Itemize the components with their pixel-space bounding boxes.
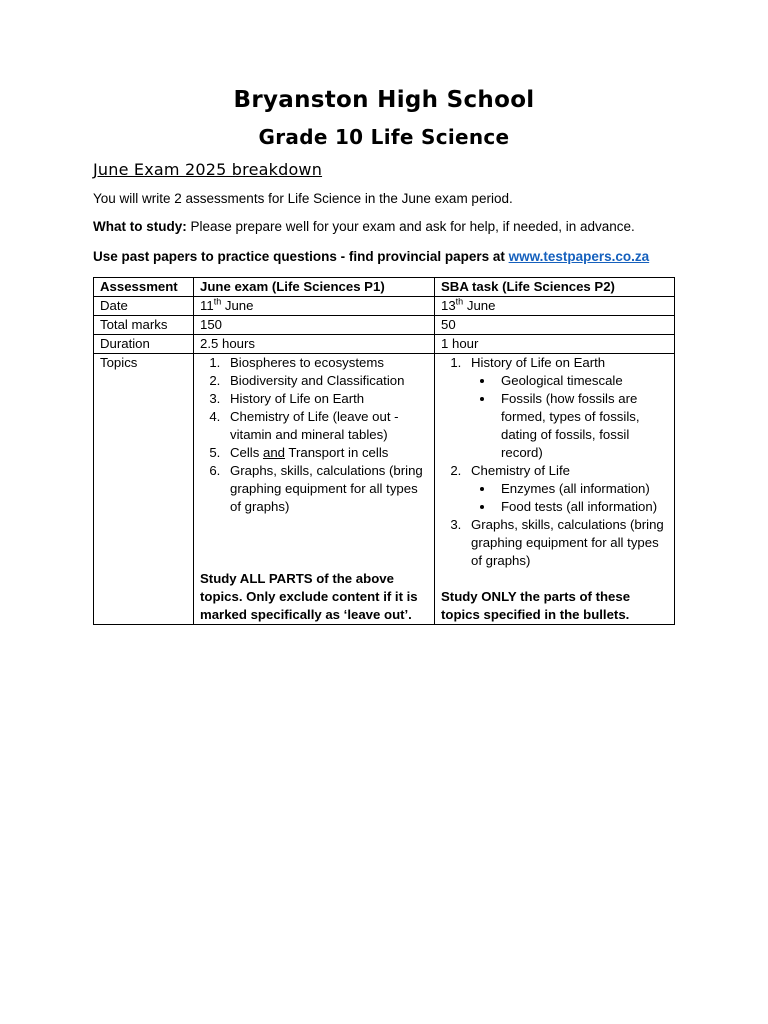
header-assessment: Assessment <box>94 278 194 297</box>
header-sba-task: SBA task (Life Sciences P2) <box>435 278 675 297</box>
topics-p1 <box>194 354 435 625</box>
date-p1-sup: th <box>213 296 222 307</box>
past-papers-line <box>93 249 649 264</box>
assessment-table <box>93 277 675 625</box>
marks-label: Total marks <box>94 316 194 335</box>
table-row-date <box>94 297 675 316</box>
p2-topic1-bullets <box>471 372 668 462</box>
list-item: 3. History of Life on Earth <box>224 390 428 408</box>
topic5-part-c: Transport in cells <box>285 445 389 460</box>
list-item: 1. Biospheres to ecosystems <box>224 354 428 372</box>
date-p2 <box>435 297 675 316</box>
list-item <box>465 354 668 462</box>
list-item: • Food tests (all information) <box>495 498 668 516</box>
date-p2-month: June <box>463 298 496 313</box>
what-to-study-label: What to study: <box>93 219 187 234</box>
p2-topic2-text: Chemistry of Life <box>471 463 570 478</box>
list-item: 3. Graphs, skills, calculations (bring graphing equipment for all types of graphs) <box>465 516 668 570</box>
list-item: • Enzymes (all information) <box>495 480 668 498</box>
topics-p2 <box>435 354 675 625</box>
duration-p2: 1 hour <box>435 335 675 354</box>
p2-study-note: Study ONLY the parts of these topics specified in the bullets. <box>441 589 631 622</box>
topic5-part-a: Cells <box>230 445 263 460</box>
date-p1-day: 11 <box>200 298 214 313</box>
topics-label: Topics <box>94 354 194 625</box>
date-p1-month: June <box>221 298 254 313</box>
list-item: • Geological timescale <box>495 372 668 390</box>
list-item <box>465 462 668 516</box>
testpapers-link[interactable]: www.testpapers.co.za <box>508 249 650 264</box>
p1-study-note: Study ALL PARTS of the above topics. Only exclude content if it is marked specifically as ‘leave out’. <box>200 571 418 622</box>
spacer <box>200 516 428 570</box>
list-item <box>224 444 428 462</box>
list-item: • Fossils (how fossils are formed, types of fossils, dating of fossils, fossil record) <box>495 390 668 462</box>
past-papers-text: Use past papers to practice questions - find provincial papers at <box>93 249 509 264</box>
date-p2-sup: th <box>455 296 464 307</box>
what-to-study-line <box>93 219 635 234</box>
table-row-topics <box>94 354 675 625</box>
header-june-exam: June exam (Life Sciences P1) <box>194 278 435 297</box>
duration-label: Duration <box>94 335 194 354</box>
date-p2-day: 13 <box>441 298 456 313</box>
list-item: 4. Chemistry of Life (leave out - vitamin and mineral tables) <box>224 408 428 444</box>
intro-line: You will write 2 assessments for Life Science in the June exam period. <box>93 191 513 206</box>
date-p1 <box>194 297 435 316</box>
p2-topic1-text: History of Life on Earth <box>471 355 606 370</box>
section-heading: June Exam 2025 breakdown <box>93 160 323 179</box>
p2-topic2-bullets <box>471 480 668 516</box>
table-row-marks <box>94 316 675 335</box>
marks-p2: 50 <box>435 316 675 335</box>
school-title: Bryanston High School <box>233 87 535 113</box>
p1-topic-list <box>200 354 428 516</box>
list-item: 2. Biodiversity and Classification <box>224 372 428 390</box>
what-to-study-text: Please prepare well for your exam and ask for help, if needed, in advance. <box>186 219 635 234</box>
topic5-part-b: and <box>262 445 285 460</box>
grade-subtitle: Grade 10 Life Science <box>258 125 510 149</box>
list-item: 6. Graphs, skills, calculations (bring graphing equipment for all types of graphs) <box>224 462 428 516</box>
p2-topic-list <box>441 354 668 570</box>
table-row-duration <box>94 335 675 354</box>
marks-p1: 150 <box>194 316 435 335</box>
date-label: Date <box>94 297 194 316</box>
duration-p1: 2.5 hours <box>194 335 435 354</box>
table-header-row <box>94 278 675 297</box>
